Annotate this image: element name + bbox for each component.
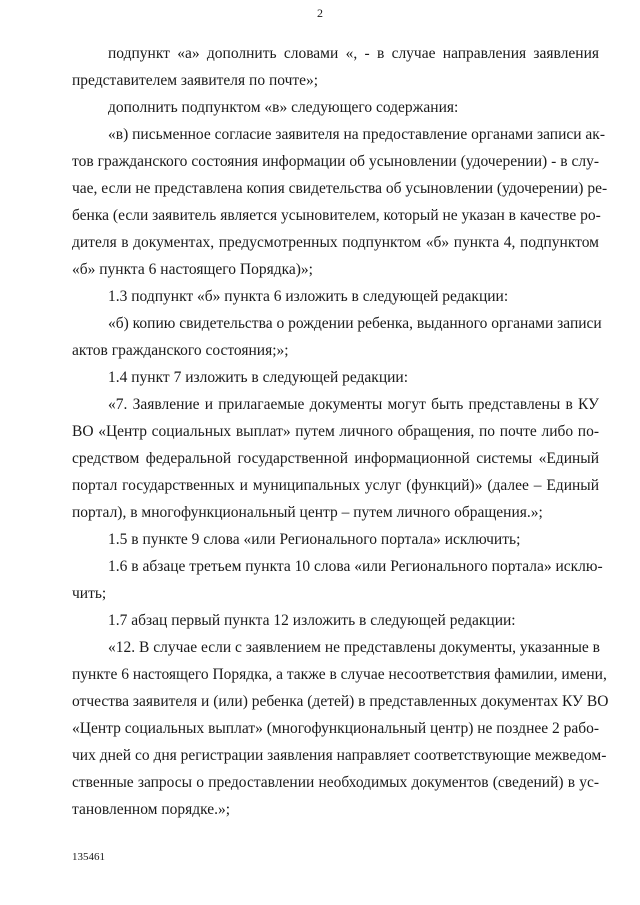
text-line: 1.4 пункт 7 изложить в следующей редакции: <box>108 369 409 386</box>
text-line: чих дней со дня регистрации заявления направляет соответствующие межведом- <box>72 747 607 764</box>
text-line: портал), в многофункциональный центр – путем личного обращения.»; <box>72 504 543 521</box>
text-line: дополнить подпунктом «в» следующего содержания: <box>108 99 459 116</box>
text-line: «7. Заявление и прилагаемые документы могут быть представлены в КУ <box>108 396 599 413</box>
text-line: «б» пункта 6 настоящего Порядка)»; <box>72 261 313 278</box>
text-line: представителем заявителя по почте»; <box>72 72 319 89</box>
text-line: 1.5 в пункте 9 слова «или Регионального портала» исключить; <box>108 531 521 548</box>
text-line: чить; <box>72 585 107 602</box>
text-line: ственные запросы о предоставлении необходимых документов (сведений) в ус- <box>72 774 599 791</box>
text-line: «б) копию свидетельства о рождении ребенка, выданного органами записи <box>108 315 602 332</box>
text-line: тов гражданского состояния информации об усыновлении (удочерении) - в слу- <box>72 153 599 170</box>
page-number: 2 <box>317 6 323 20</box>
document-code: 135461 <box>72 851 105 863</box>
text-line: 1.7 абзац первый пункта 12 изложить в следующей редакции: <box>108 612 516 629</box>
text-line: «Центр социальных выплат» (многофункциональный центр) не позднее 2 рабо- <box>72 720 600 737</box>
text-line: дителя в документах, предусмотренных подпунктом «б» пункта 4, подпунктом <box>72 234 599 251</box>
text-line: 1.6 в абзаце третьем пункта 10 слова «или Регионального портала» исклю- <box>108 558 603 575</box>
text-line: подпункт «а» дополнить словами «, - в случае направления заявления <box>108 45 599 62</box>
text-line: бенка (если заявитель является усыновителем, который не указан в качестве ро- <box>72 207 601 224</box>
text-line: портал государственных и муниципальных услуг (функций)» (далее – Единый <box>72 477 599 494</box>
text-line: средством федеральной государственной информационной системы «Единый <box>72 450 599 467</box>
text-line: отчества заявителя и (или) ребенка (детей) в представленных документах КУ ВО <box>72 693 609 710</box>
text-line: актов гражданского состояния;»; <box>72 342 289 359</box>
text-line: тановленном порядке.»; <box>72 801 231 818</box>
text-line: пункте 6 настоящего Порядка, а также в случае несоответствия фамилии, имени, <box>72 666 607 683</box>
text-line: «в) письменное согласие заявителя на предоставление органами записи ак- <box>108 126 605 143</box>
text-line: чае, если не представлена копия свидетельства об усыновлении (удочерении) ре- <box>72 180 608 197</box>
text-line: «12. В случае если с заявлением не представлены документы, указанные в <box>108 639 600 656</box>
text-line: 1.3 подпункт «б» пункта 6 изложить в следующей редакции: <box>108 288 509 305</box>
text-line: ВО «Центр социальных выплат» путем личного обращения, по почте либо по- <box>72 423 599 440</box>
